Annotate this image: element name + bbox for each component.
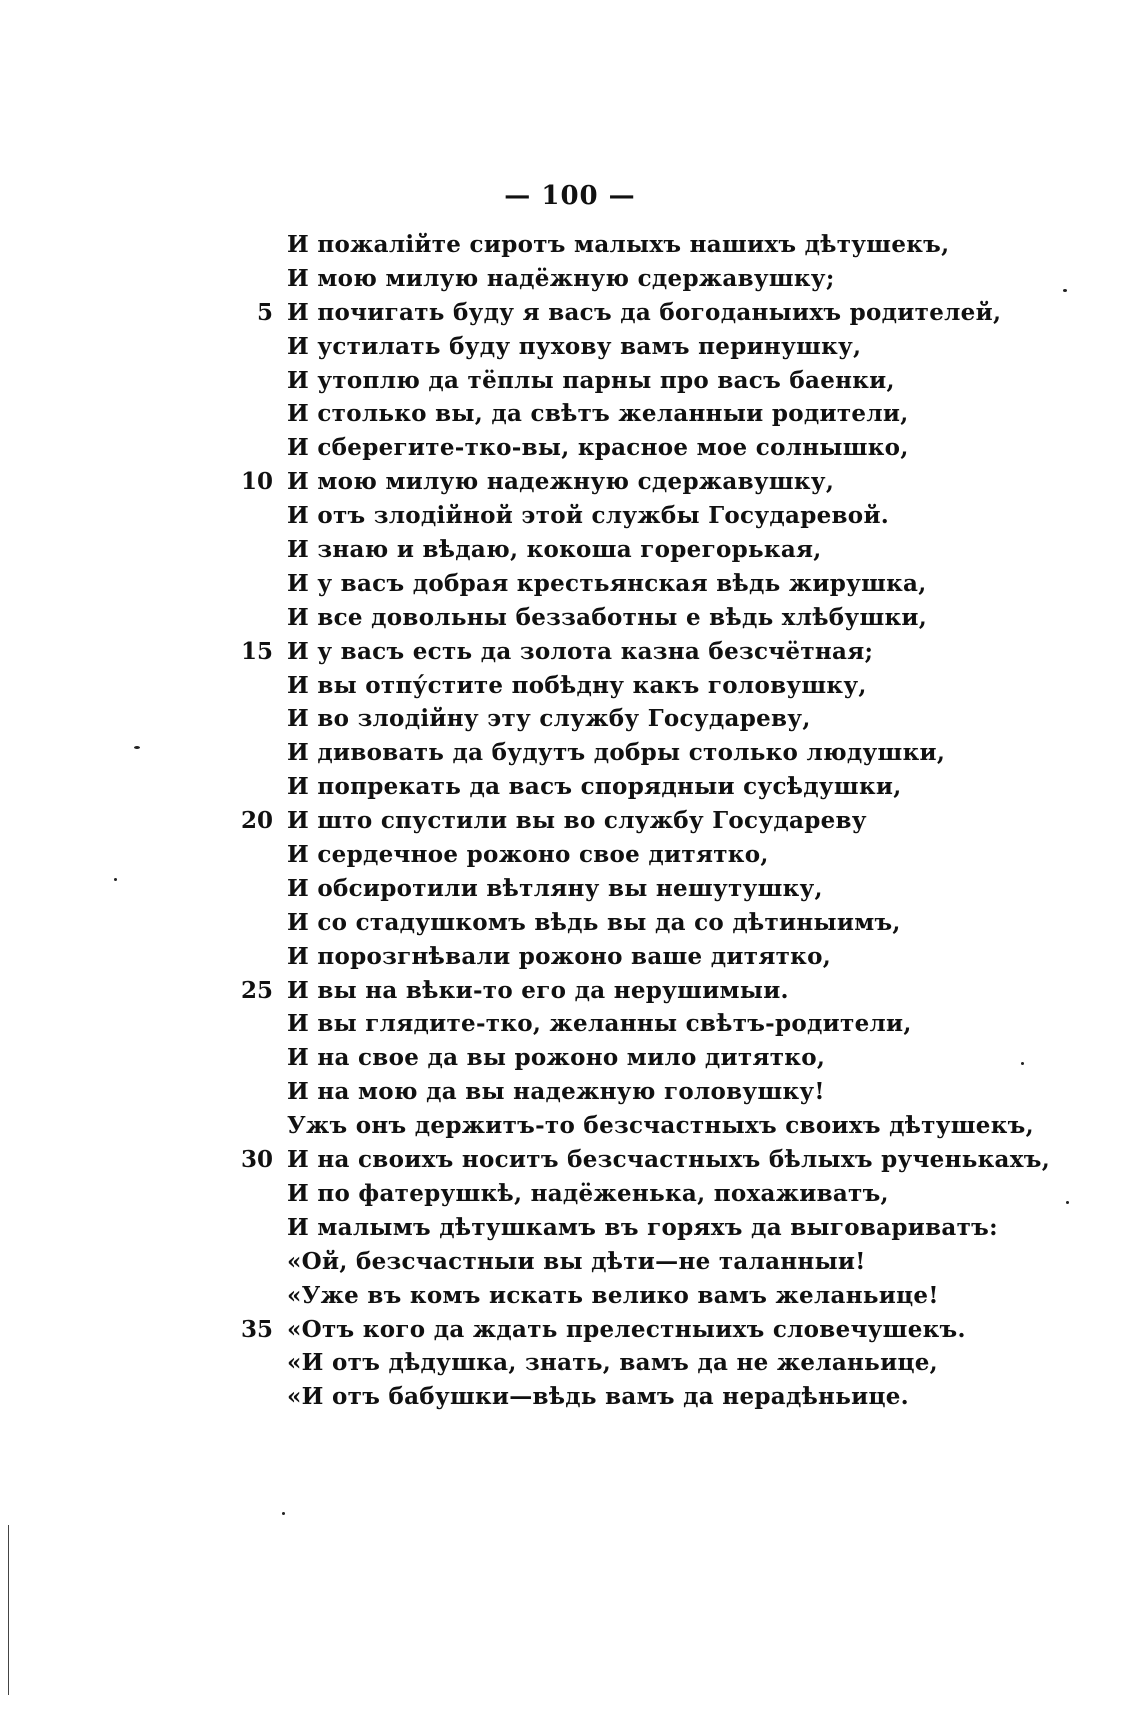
line-text: И порозгнѣвали рожоно ваше дитятко, (287, 942, 832, 970)
line-text: И у васъ добрая крестьянская вѣдь жирушка, (287, 569, 927, 597)
line-number: 30 (240, 1146, 273, 1174)
verse-line (0, 1177, 1140, 1211)
verse-line (0, 228, 1140, 262)
line-text: И попрекать да васъ спорядныи сусѣдушки, (287, 773, 902, 801)
scan-speck (282, 1512, 285, 1515)
verse-line (0, 431, 1140, 465)
line-text: И все довольны беззаботны е вѣдь хлѣбушки, (287, 603, 928, 631)
verse-line (0, 940, 1140, 974)
verse-line (0, 397, 1140, 431)
line-text: И вы отпу́стите побѣдну какъ головушку, (287, 671, 867, 699)
verse-line (0, 1313, 1140, 1347)
line-text: И на своихъ носитъ безсчастныхъ бѣлыхъ рученькахъ, (287, 1146, 1051, 1174)
line-text: И мою милую надежную сдержавушку, (287, 468, 835, 496)
verse-line (0, 330, 1140, 364)
verse-line (0, 601, 1140, 635)
verse-line (0, 974, 1140, 1008)
verse-line (0, 262, 1140, 296)
verse-line (0, 770, 1140, 804)
line-text: И знаю и вѣдаю, кокоша горегорькая, (287, 536, 822, 564)
scan-speck (114, 878, 117, 881)
verse-line (0, 1245, 1140, 1279)
verse-line (0, 1279, 1140, 1313)
verse-line (0, 465, 1140, 499)
verse-line (0, 1007, 1140, 1041)
verse-line (0, 499, 1140, 533)
line-text: И у васъ есть да золота казна безсчётная; (287, 637, 874, 665)
verse-line (0, 1211, 1140, 1245)
scan-speck (1021, 1062, 1024, 1065)
verse-line (0, 1075, 1140, 1109)
verse-line (0, 804, 1140, 838)
line-text: И вы на вѣки-то его да нерушимыи. (287, 976, 789, 1004)
line-text: И сберегите-тко-вы, красное мое солнышко, (287, 434, 909, 462)
line-number: 25 (240, 976, 273, 1004)
scan-speck (1066, 1201, 1069, 1204)
line-text: И по фатерушкѣ, надёженька, похаживатъ, (287, 1179, 889, 1207)
line-text: И на мою да вы надежную головушку! (287, 1078, 825, 1106)
line-text: «Ой, безсчастныи вы дѣти—не таланныи! (287, 1247, 866, 1275)
line-text: И дивовать да будутъ добры столько людушки, (287, 739, 946, 767)
verse-line (0, 1109, 1140, 1143)
verse-line (0, 364, 1140, 398)
line-text: И устилать буду пухову вамъ перинушку, (287, 332, 862, 360)
line-text: И почигать буду я васъ да богоданыихъ родителей, (287, 298, 1002, 326)
verse-line (0, 1346, 1140, 1380)
verse-line (0, 635, 1140, 669)
scan-margin-line (8, 1525, 9, 1695)
verse-line (0, 906, 1140, 940)
verse-line (0, 702, 1140, 736)
line-text: И столько вы, да свѣтъ желанныи родители, (287, 400, 909, 428)
line-text: И сердечное рожоно свое дитятко, (287, 841, 769, 869)
line-text: И во злодійну эту службу Государеву, (287, 705, 811, 733)
verse-line (0, 736, 1140, 770)
line-text: И малымъ дѣтушкамъ въ горяхъ да выговариватъ: (287, 1213, 998, 1241)
verse-line (0, 1041, 1140, 1075)
verse-line (0, 533, 1140, 567)
line-number: 20 (240, 807, 273, 835)
verse-line (0, 296, 1140, 330)
verse-line (0, 1143, 1140, 1177)
verse-line (0, 669, 1140, 703)
line-text: И обсиротили вѣтляну вы нешутушку, (287, 874, 823, 902)
poem-text-block (0, 228, 1140, 1414)
line-text: И мою милую надёжную сдержавушку; (287, 264, 835, 292)
line-text: Ужъ онъ держитъ-то безсчастныхъ своихъ дѣтушекъ, (287, 1112, 1034, 1140)
line-text: И утоплю да тёплы парны про васъ баенки, (287, 366, 895, 394)
line-text: «И отъ бабушки—вѣдь вамъ да нерадѣньице. (287, 1383, 909, 1411)
line-number: 15 (240, 637, 273, 665)
scan-speck (1063, 289, 1067, 292)
line-number: 5 (256, 298, 273, 326)
line-text: И со стадушкомъ вѣдь вы да со дѣтиныимъ, (287, 908, 901, 936)
scan-speck (134, 746, 140, 749)
page-number: — 100 — (504, 181, 636, 211)
verse-line (0, 872, 1140, 906)
line-text: «Отъ кого да ждать прелестныихъ словечушекъ. (287, 1315, 966, 1343)
line-text: И пожалійте сиротъ малыхъ нашихъ дѣтушекъ, (287, 231, 950, 258)
verse-line (0, 1380, 1140, 1414)
line-text: «И отъ дѣдушка, знать, вамъ да не желаньице, (287, 1349, 938, 1377)
line-text: И вы глядите-тко, желанны свѣтъ-родители, (287, 1010, 912, 1038)
line-text: И што спустили вы во службу Государеву (287, 807, 867, 835)
line-text: «Уже въ комъ искать велико вамъ желаньице! (287, 1281, 939, 1309)
line-number: 10 (240, 468, 273, 496)
line-number: 35 (240, 1315, 273, 1343)
line-text: И на свое да вы рожоно мило дитятко, (287, 1044, 826, 1072)
verse-line (0, 838, 1140, 872)
verse-line (0, 567, 1140, 601)
line-text: И отъ злодійной этой службы Государевой. (287, 502, 890, 530)
